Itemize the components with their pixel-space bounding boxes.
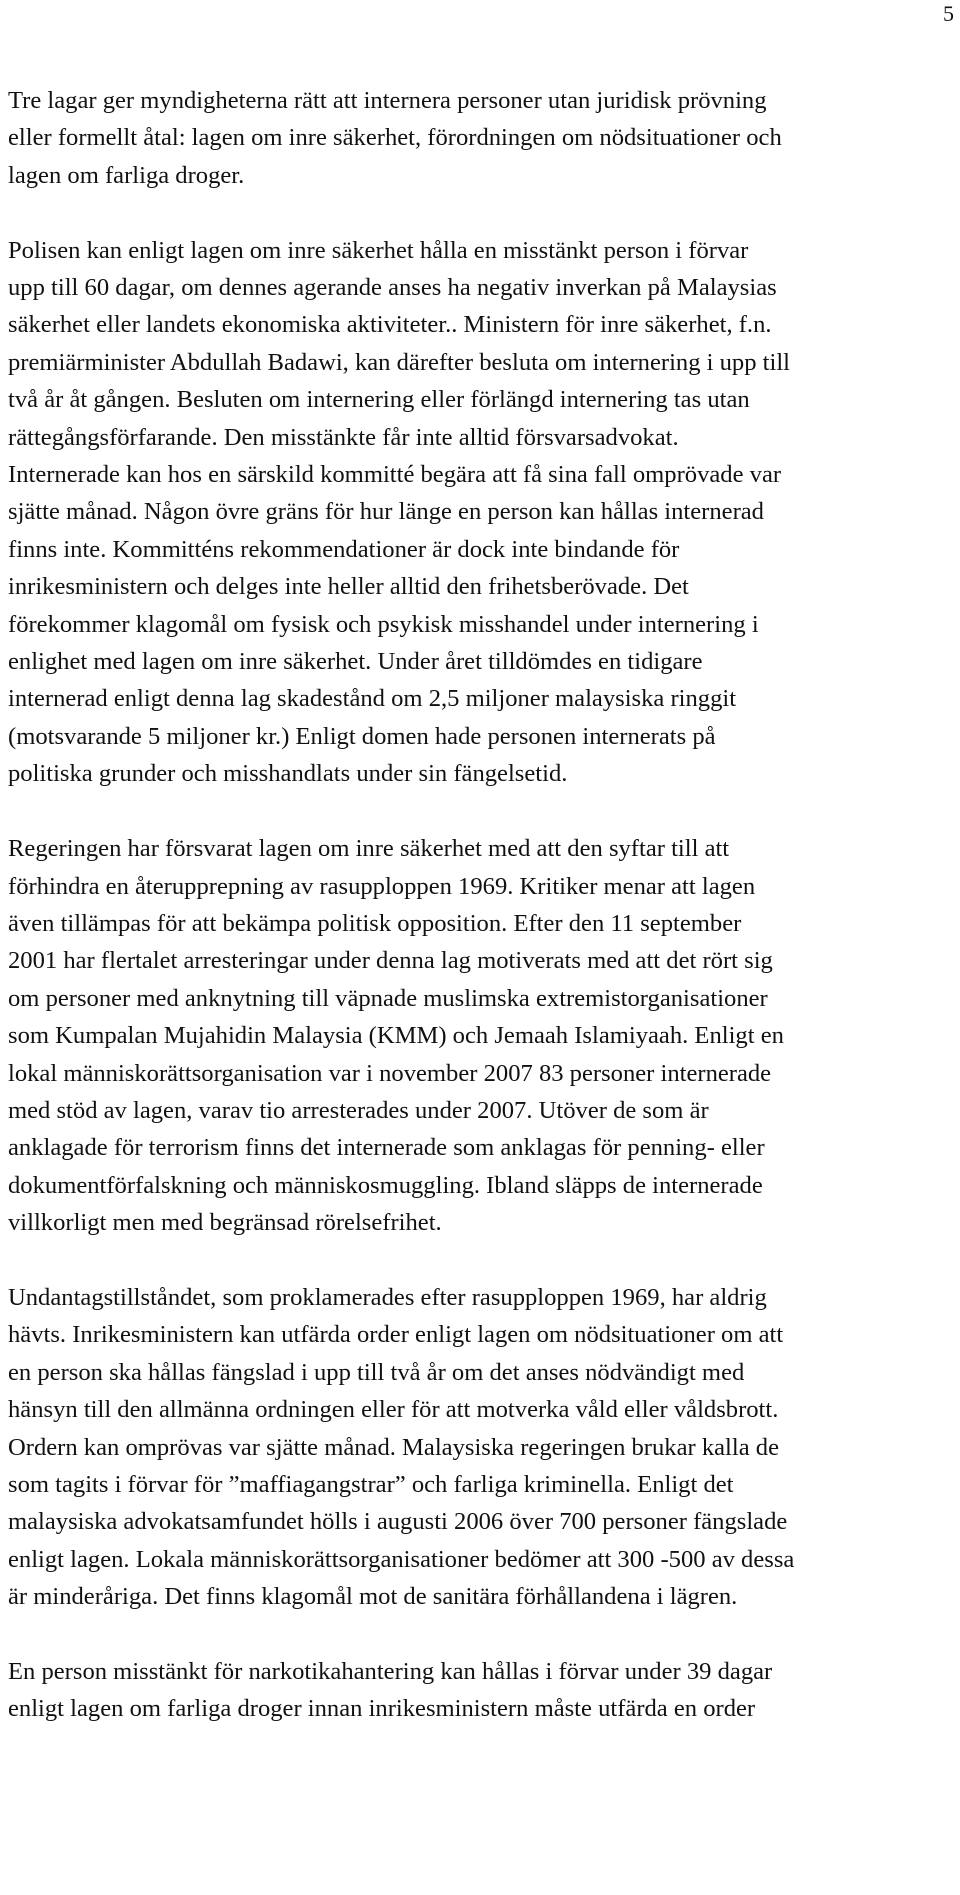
text-line: enligt lagen om farliga droger innan inrikesministern måste utfärda en order — [8, 1695, 756, 1723]
text-line: finns inte. Kommitténs rekommendationer är dock inte bindande för — [8, 535, 680, 563]
text-line: sjätte månad. Någon övre gräns för hur länge en person kan hållas internerad — [8, 498, 764, 526]
text-line: malaysiska advokatsamfundet hölls i augusti 2006 över 700 personer fängslade — [8, 1508, 788, 1536]
text-line: villkorligt men med begränsad rörelsefrihet. — [8, 1209, 442, 1237]
text-line: premiärminister Abdullah Badawi, kan därefter besluta om internering i upp till — [8, 348, 791, 376]
text-line: om personer med anknytning till väpnade muslimska extremistorganisationer — [8, 984, 768, 1012]
text-line: inrikesministern och delges inte heller alltid den frihetsberövade. Det — [8, 573, 689, 601]
text-line: även tillämpas för att bekämpa politisk opposition. Efter den 11 september — [8, 909, 742, 937]
text-line: säkerhet eller landets ekonomiska aktiviteter.. Ministern för inre säkerhet, f.n. — [8, 311, 772, 339]
text-line: förekommer klagomål om fysisk och psykisk misshandel under internering i — [8, 610, 759, 638]
text-line: En person misstänkt för narkotikahantering kan hållas i förvar under 39 dagar — [8, 1658, 773, 1685]
paragraph — [8, 830, 952, 1241]
text-line: lokal människorättsorganisation var i november 2007 83 personer internerade — [8, 1059, 772, 1087]
text-line: Regeringen har försvarat lagen om inre säkerhet med att den syftar till att — [8, 835, 730, 863]
text-line: en person ska hållas fängslad i upp till två år om det anses nödvändigt med — [8, 1358, 745, 1386]
text-line: med stöd av lagen, varav tio arresterades under 2007. Utöver de som är — [8, 1096, 709, 1124]
text-line: dokumentförfalskning och människosmuggling. Ibland släpps de internerade — [8, 1171, 763, 1199]
text-line: anklagade för terrorism finns det internerade som anklagas för penning- eller — [8, 1134, 765, 1162]
text-line: rättegångsförfarande. Den misstänkte får inte alltid försvarsadvokat. — [8, 423, 679, 451]
paragraph — [8, 232, 952, 793]
text-line: Ordern kan omprövas var sjätte månad. Malaysiska regeringen brukar kalla de — [8, 1433, 780, 1461]
text-line: Internerade kan hos en särskild kommitté begära att få sina fall omprövade var — [8, 461, 782, 489]
text-line: enligt lagen. Lokala människorättsorganisationer bedömer att 300 -500 av dessa — [8, 1545, 795, 1573]
text-line: politiska grunder och misshandlats under sin fängelsetid. — [8, 760, 568, 788]
text-line: eller formellt åtal: lagen om inre säkerhet, förordningen om nödsituationer och — [8, 124, 782, 152]
paragraph — [8, 1653, 952, 1728]
text-line: hänsyn till den allmänna ordningen eller för att motverka våld eller våldsbrott. — [8, 1396, 779, 1424]
text-line: som Kumpalan Mujahidin Malaysia (KMM) och Jemaah Islamiyaah. Enligt en — [8, 1022, 784, 1050]
text-line: är minderåriga. Det finns klagomål mot de sanitära förhållandena i lägren. — [8, 1583, 738, 1611]
page-number: 5 — [943, 1, 954, 26]
text-line: två år åt gången. Besluten om internering eller förlängd internering tas utan — [8, 386, 750, 414]
text-line: (motsvarande 5 miljoner kr.) Enligt domen hade personen internerats på — [8, 722, 716, 750]
text-line: internerad enligt denna lag skadestånd om 2,5 miljoner malaysiska ringgit — [8, 685, 737, 713]
paragraph — [8, 82, 952, 194]
text-line: 2001 har flertalet arresteringar under denna lag motiverats med att det rört sig — [8, 947, 773, 975]
text-line: Tre lagar ger myndigheterna rätt att internera personer utan juridisk prövning — [8, 87, 767, 114]
text-line: förhindra en återupprepning av rasupploppen 1969. Kritiker menar att lagen — [8, 872, 756, 900]
paragraph — [8, 1279, 952, 1616]
text-line: som tagits i förvar för ”maffiagangstrar” och farliga kriminella. Enligt det — [8, 1470, 734, 1498]
text-line: hävts. Inrikesministern kan utfärda order enligt lagen om nödsituationer om att — [8, 1321, 784, 1349]
text-line: Polisen kan enligt lagen om inre säkerhet hålla en misstänkt person i förvar — [8, 236, 749, 264]
text-line: upp till 60 dagar, om dennes agerande anses ha negativ inverkan på Malaysias — [8, 274, 777, 302]
text-line: enlighet med lagen om inre säkerhet. Under året tilldömdes en tidigare — [8, 648, 703, 676]
body-text — [8, 82, 952, 1728]
text-line: lagen om farliga droger. — [8, 161, 245, 189]
text-line: Undantagstillståndet, som proklamerades efter rasupploppen 1969, har aldrig — [8, 1283, 767, 1311]
